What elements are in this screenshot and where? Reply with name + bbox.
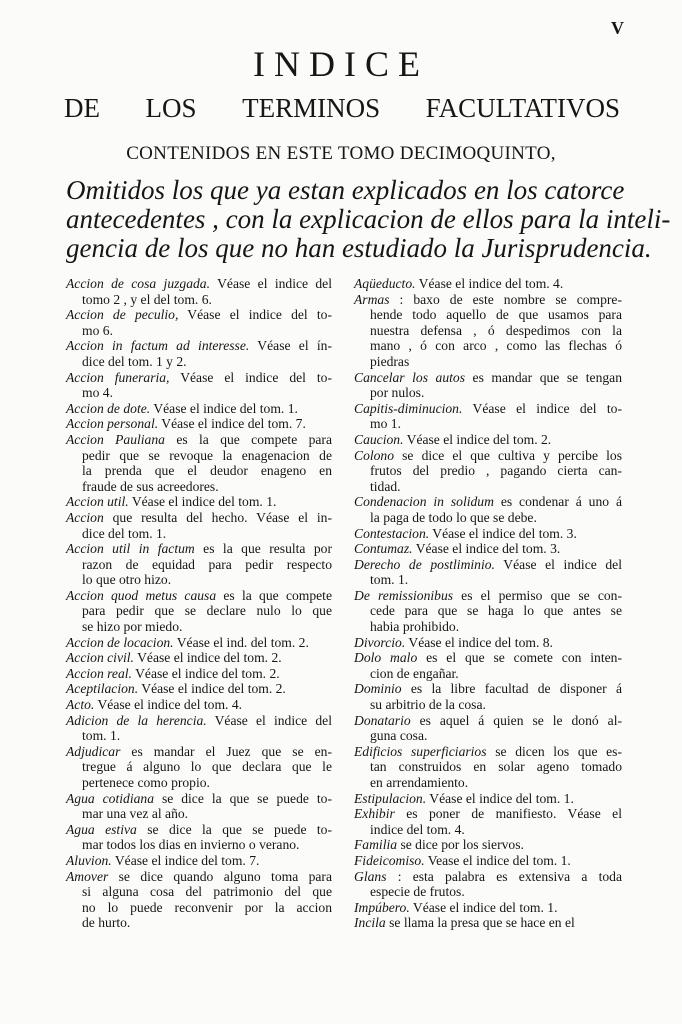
index-entry-line bbox=[354, 494, 622, 510]
index-term: Armas bbox=[354, 291, 390, 307]
index-entry bbox=[66, 338, 332, 369]
index-definition: Véase el ín- bbox=[249, 338, 332, 354]
index-definition: pertenece como propio. bbox=[82, 775, 210, 790]
index-entry-line bbox=[66, 713, 332, 729]
index-definition: es la que compete bbox=[216, 587, 332, 603]
index-entry-line bbox=[354, 401, 622, 417]
index-entry-line bbox=[354, 510, 622, 526]
index-entry bbox=[66, 401, 332, 417]
subtitle-word: LOS bbox=[145, 93, 197, 123]
index-definition: cion de engañar. bbox=[370, 665, 459, 681]
index-entry bbox=[354, 401, 622, 432]
index-entry-line bbox=[66, 822, 332, 838]
index-entry bbox=[354, 915, 622, 931]
index-term: Incila bbox=[354, 915, 386, 931]
index-entry bbox=[66, 697, 332, 713]
index-entry bbox=[354, 588, 622, 635]
index-term: Cancelar los autos bbox=[354, 369, 465, 385]
index-entry bbox=[354, 853, 622, 869]
index-entry-line bbox=[66, 494, 332, 510]
index-entry-line bbox=[354, 837, 622, 853]
index-entry-line bbox=[66, 853, 332, 869]
index-entry bbox=[354, 557, 622, 588]
index-entry-line bbox=[66, 759, 332, 775]
index-term: Aluvion. bbox=[66, 852, 112, 868]
index-entry-line bbox=[66, 681, 332, 697]
index-definition: que resulta del hecho. Véase el in- bbox=[103, 509, 332, 525]
index-definition: Véase el indice del tom. 1. bbox=[150, 400, 298, 416]
index-term: Accion real. bbox=[66, 665, 132, 681]
index-definition: habia prohibido. bbox=[370, 619, 460, 635]
index-term: Accion de locacion. bbox=[66, 634, 174, 650]
index-entry bbox=[66, 588, 332, 635]
index-entry bbox=[354, 448, 622, 495]
index-definition: es el permiso que se con- bbox=[453, 587, 622, 603]
index-entry bbox=[66, 307, 332, 338]
index-definition: para pedir que se declare nulo lo que bbox=[82, 603, 332, 619]
index-entry-line bbox=[66, 791, 332, 807]
page-folio: V bbox=[611, 18, 624, 38]
index-entry-line bbox=[66, 401, 332, 417]
index-term: Dolo malo bbox=[354, 650, 418, 666]
index-term: Accion util. bbox=[66, 494, 129, 510]
index-definition: lo que otro hizo. bbox=[82, 572, 172, 588]
index-definition: guna cosa. bbox=[370, 728, 428, 744]
index-definition: la paga de todo lo que se debe. bbox=[370, 509, 537, 525]
subtitle-word: DE bbox=[64, 93, 100, 123]
index-definition: tregue á alguno lo que declara que le bbox=[82, 759, 332, 775]
index-term: Aqüeducto. bbox=[354, 276, 416, 291]
index-definition: se dice quando alguno toma para bbox=[108, 868, 332, 884]
index-entry-line bbox=[354, 666, 622, 682]
index-entry bbox=[66, 432, 332, 494]
index-entry-line bbox=[66, 338, 332, 354]
index-entry bbox=[354, 541, 622, 557]
index-entry-line bbox=[66, 603, 332, 619]
index-entry-line bbox=[66, 479, 332, 495]
index-term: Accion bbox=[66, 509, 104, 525]
index-definition: pedir que se revoque la enagenacion de bbox=[82, 447, 332, 463]
index-term: Exhibir bbox=[354, 806, 395, 822]
index-term: Accion de cosa juzgada. bbox=[66, 276, 210, 291]
index-entry-line bbox=[354, 869, 622, 885]
index-definition: Véase el indice del tom. 3. bbox=[429, 525, 577, 541]
index-definition: su arbitrio de la cosa. bbox=[370, 697, 486, 713]
page-subtitle bbox=[64, 93, 620, 124]
index-entry-line bbox=[66, 915, 332, 931]
index-definition: no lo puede reconvenir por la accion bbox=[82, 899, 332, 915]
index-entry bbox=[66, 744, 332, 791]
index-definition: Véase el indice del tom. 2. bbox=[133, 650, 282, 666]
index-definition: Vease el indice del tom. 1. bbox=[424, 852, 571, 868]
index-definition: es poner de manifiesto. Véase el bbox=[394, 806, 622, 822]
index-entry bbox=[354, 744, 622, 791]
index-entry-line bbox=[354, 915, 622, 931]
index-entry-line bbox=[66, 635, 332, 651]
index-definition: mano , ó con arco , como las flechas ó bbox=[370, 338, 622, 354]
index-definition: Véase el indice del tom. 8. bbox=[405, 634, 553, 650]
index-entry bbox=[354, 791, 622, 807]
index-definition: mar todos los dias en invierno o verano. bbox=[82, 837, 300, 853]
index-term: Acto. bbox=[66, 697, 95, 713]
index-entry-line bbox=[354, 884, 622, 900]
index-entry-line bbox=[354, 713, 622, 729]
index-definition: : baxo de este nombre se compre- bbox=[389, 291, 622, 307]
index-definition: piedras bbox=[370, 353, 410, 369]
index-definition: tom. 1. bbox=[370, 572, 409, 588]
index-definition: Véase el indice del tom. 2. bbox=[131, 665, 280, 681]
index-term: Accion in factum ad interesse. bbox=[66, 338, 250, 354]
index-entry bbox=[354, 713, 622, 744]
index-term: Dominio bbox=[354, 681, 402, 697]
index-entry-line bbox=[354, 448, 622, 464]
index-definition: nuestra defensa , ó despedimos con la bbox=[370, 322, 622, 338]
index-term: Accion Pauliana bbox=[66, 431, 165, 447]
index-entry-line bbox=[66, 650, 332, 666]
index-entry-line bbox=[354, 541, 622, 557]
index-entry bbox=[66, 791, 332, 822]
index-entry-line bbox=[66, 869, 332, 885]
index-term: Accion personal. bbox=[66, 416, 159, 432]
index-term: Accion de dote. bbox=[66, 400, 151, 416]
intro-line: gencia de los que no han estudiado la Jurisprudencia. bbox=[66, 233, 652, 263]
index-definition: : esta palabra es extensiva a toda bbox=[386, 868, 622, 884]
index-entry-line bbox=[66, 370, 332, 386]
index-definition: Véase el ind. del tom. 2. bbox=[173, 634, 309, 650]
index-term: Caucion. bbox=[354, 431, 404, 447]
index-term: Accion civil. bbox=[66, 650, 134, 666]
page-subtitle-secondary: CONTENIDOS EN ESTE TOMO DECIMOQUINTO, bbox=[126, 143, 556, 164]
index-definition: fraude de sus acreedores. bbox=[82, 478, 219, 494]
index-entry-line bbox=[66, 619, 332, 635]
index-term: Impúbero. bbox=[354, 899, 410, 915]
index-column-left bbox=[66, 276, 332, 931]
index-entry-line bbox=[354, 822, 622, 838]
index-entry bbox=[354, 276, 622, 292]
index-entry bbox=[66, 666, 332, 682]
index-entry-line bbox=[354, 385, 622, 401]
index-definition: hende todo aquello de que usamos para bbox=[370, 307, 622, 323]
index-definition: Véase el indice del to- bbox=[169, 369, 332, 385]
index-term: Accion de peculio, bbox=[66, 307, 179, 323]
index-entry-line bbox=[354, 588, 622, 604]
index-term: Divorcio. bbox=[354, 634, 406, 650]
index-entry-line bbox=[354, 697, 622, 713]
index-term: Donatario bbox=[354, 712, 411, 728]
index-entry-line bbox=[354, 276, 622, 292]
index-definition: la prenda que el deudor enageno en bbox=[82, 463, 332, 479]
index-definition: especie de frutos. bbox=[370, 884, 465, 900]
index-definition: dice del tom. 1. bbox=[82, 525, 167, 541]
index-definition: razon de equidad para pedir respecto bbox=[82, 556, 332, 572]
index-entry-line bbox=[66, 463, 332, 479]
index-entry-line bbox=[66, 432, 332, 448]
index-term: Contumaz. bbox=[354, 541, 413, 557]
intro-paragraph bbox=[66, 175, 671, 263]
index-definition: es aquel á quien se le donó al- bbox=[410, 712, 622, 728]
intro-line: antecedentes , con la explicacion de ellos para la inteli- bbox=[66, 204, 671, 234]
index-definition: Véase el indice del tom. 1. bbox=[409, 899, 558, 915]
index-definition: es la que compete para bbox=[164, 431, 332, 447]
index-entry bbox=[66, 650, 332, 666]
index-entry bbox=[66, 494, 332, 510]
index-entry-line bbox=[354, 526, 622, 542]
index-definition: es mandar el Juez que se en- bbox=[120, 743, 332, 759]
index-entry-line bbox=[354, 370, 622, 386]
index-definition: es la libre facultad de disponer á bbox=[401, 681, 622, 697]
index-term: Familia bbox=[354, 837, 398, 853]
index-term: Accion funeraria, bbox=[66, 369, 170, 385]
index-definition: tom. 1. bbox=[82, 728, 121, 744]
index-entry bbox=[66, 635, 332, 651]
index-term: Fideicomiso. bbox=[354, 852, 425, 868]
index-entry-line bbox=[354, 307, 622, 323]
index-entry-line bbox=[354, 853, 622, 869]
index-definition: Véase el indice del to- bbox=[178, 307, 332, 323]
index-entry bbox=[354, 494, 622, 525]
index-term: Agua cotidiana bbox=[66, 790, 154, 806]
index-entry-line bbox=[354, 603, 622, 619]
index-term: Accion quod metus causa bbox=[66, 587, 217, 603]
index-definition: frutos del predio , pagando cierta can- bbox=[370, 463, 622, 479]
index-definition: tan construidos en solar ageno tomado bbox=[370, 759, 622, 775]
index-entry bbox=[66, 276, 332, 307]
index-term: Agua estiva bbox=[66, 821, 137, 837]
index-definition: es la que resulta por bbox=[194, 541, 332, 557]
index-definition: mar una vez al año. bbox=[82, 806, 189, 822]
intro-line: Omitidos los que ya estan explicados en los catorce bbox=[66, 175, 625, 205]
index-term: Colono bbox=[354, 447, 395, 463]
index-entry bbox=[354, 869, 622, 900]
index-definition: Véase el indice del tom. 4. bbox=[415, 276, 564, 291]
index-entry-line bbox=[66, 806, 332, 822]
index-term: Adicion de la herencia. bbox=[66, 712, 207, 728]
index-definition: Véase el indice del bbox=[494, 556, 622, 572]
index-entry-line bbox=[66, 666, 332, 682]
index-entry-line bbox=[354, 354, 622, 370]
index-entry-line bbox=[66, 837, 332, 853]
index-definition: Véase el indice del tom. 7. bbox=[111, 852, 260, 868]
index-entry bbox=[354, 681, 622, 712]
index-definition: mo 6. bbox=[82, 322, 113, 338]
index-entry bbox=[354, 370, 622, 401]
index-entry bbox=[354, 837, 622, 853]
index-entry bbox=[354, 526, 622, 542]
index-entry bbox=[66, 541, 332, 588]
index-entry-line bbox=[66, 307, 332, 323]
index-definition: Véase el indice del bbox=[206, 712, 332, 728]
index-column-right bbox=[354, 276, 622, 931]
index-definition: es condenar á uno á bbox=[493, 494, 622, 510]
index-definition: se hizo por miedo. bbox=[82, 619, 183, 635]
index-entry-line bbox=[66, 385, 332, 401]
index-term: Estipulacion. bbox=[354, 790, 427, 806]
index-definition: mo 4. bbox=[82, 385, 113, 401]
index-entry-line bbox=[354, 432, 622, 448]
index-term: Condenacion in solidum bbox=[354, 494, 494, 510]
index-definition: se dice el que cultiva y percibe los bbox=[394, 447, 622, 463]
index-entry-line bbox=[354, 744, 622, 760]
index-entry-line bbox=[66, 510, 332, 526]
index-entry-line bbox=[66, 416, 332, 432]
index-entry-line bbox=[66, 775, 332, 791]
index-definition: mo 1. bbox=[370, 416, 401, 432]
index-definition: indice del tom. 4. bbox=[370, 821, 465, 837]
index-term: Adjudicar bbox=[66, 743, 121, 759]
index-entry-line bbox=[354, 635, 622, 651]
index-definition: Véase el indice del to- bbox=[462, 400, 622, 416]
index-entry-line bbox=[66, 744, 332, 760]
index-term: Amover bbox=[66, 868, 109, 884]
index-entry-line bbox=[354, 791, 622, 807]
index-term: Edificios superficiarios bbox=[354, 743, 487, 759]
index-entry-line bbox=[66, 276, 332, 292]
index-entry bbox=[354, 635, 622, 651]
index-entry bbox=[354, 292, 622, 370]
index-definition: es mandar que se tengan bbox=[465, 369, 622, 385]
index-definition: tomo 2 , y el del tom. 6. bbox=[82, 291, 212, 307]
index-term: Glans bbox=[354, 868, 387, 884]
index-definition: Véase el indice del tom. 1. bbox=[128, 494, 277, 510]
index-entry-line bbox=[354, 728, 622, 744]
index-entry-line bbox=[354, 463, 622, 479]
index-entry bbox=[354, 806, 622, 837]
index-entry-line bbox=[354, 338, 622, 354]
index-definition: Véase el indice del tom. 7. bbox=[158, 416, 306, 432]
subtitle-word: TERMINOS bbox=[242, 93, 381, 123]
subtitle-word: FACULTATIVOS bbox=[425, 93, 620, 123]
index-entry-line bbox=[354, 557, 622, 573]
index-definition: Véase el indice del tom. 1. bbox=[426, 790, 574, 806]
index-definition: es el que se comete con inten- bbox=[417, 650, 622, 666]
index-entry-line bbox=[66, 557, 332, 573]
index-entry bbox=[66, 370, 332, 401]
index-definition: se dicen los que es- bbox=[486, 743, 622, 759]
index-term: Accion util in factum bbox=[66, 541, 195, 557]
index-entry-line bbox=[66, 448, 332, 464]
index-entry-line bbox=[66, 697, 332, 713]
index-entry bbox=[66, 853, 332, 869]
index-definition: de hurto. bbox=[82, 915, 131, 931]
page-title: INDICE bbox=[253, 44, 429, 84]
index-entry-line bbox=[354, 479, 622, 495]
index-definition: en arrendamiento. bbox=[370, 775, 469, 790]
index-entry bbox=[66, 510, 332, 541]
index-entry-line bbox=[354, 572, 622, 588]
index-entry-line bbox=[354, 323, 622, 339]
index-definition: se dice la que se puede to- bbox=[154, 790, 332, 806]
index-definition: se dice la que se puede to- bbox=[136, 821, 332, 837]
index-definition: si alguna cosa del patrimonio del que bbox=[82, 884, 332, 900]
index-entry-line bbox=[354, 900, 622, 916]
index-entry bbox=[66, 681, 332, 697]
index-entry-line bbox=[66, 572, 332, 588]
index-entry-line bbox=[354, 292, 622, 308]
index-entry-line bbox=[354, 759, 622, 775]
index-entry-line bbox=[66, 292, 332, 308]
index-entry-line bbox=[354, 416, 622, 432]
index-entry-line bbox=[354, 775, 622, 791]
index-entry bbox=[66, 713, 332, 744]
index-entry-line bbox=[354, 650, 622, 666]
index-entry-line bbox=[66, 323, 332, 339]
index-definition: Véase el indice del tom. 3. bbox=[412, 541, 561, 557]
index-definition: por nulos. bbox=[370, 385, 425, 401]
index-entry-line bbox=[66, 526, 332, 542]
index-entry-line bbox=[66, 541, 332, 557]
index-definition: Véase el indice del tom. 4. bbox=[94, 697, 243, 713]
index-entry-line bbox=[354, 619, 622, 635]
index-definition: Véase el indice del tom. 2. bbox=[138, 681, 286, 697]
index-entry bbox=[66, 822, 332, 853]
index-definition: tidad. bbox=[370, 478, 401, 494]
index-term: Derecho de postliminio. bbox=[354, 556, 495, 572]
index-definition: cede para que se haga lo que antes se bbox=[370, 603, 622, 619]
index-term: De remissionibus bbox=[354, 587, 454, 603]
index-entry bbox=[354, 650, 622, 681]
index-definition: Véase el indice del tom. 2. bbox=[403, 431, 552, 447]
index-entry-line bbox=[66, 884, 332, 900]
index-entry bbox=[66, 416, 332, 432]
index-definition: Véase el indice del bbox=[210, 276, 332, 291]
index-term: Aceptilacion. bbox=[66, 681, 139, 697]
index-definition: se llama la presa que se hace en el bbox=[385, 915, 575, 931]
index-entry-line bbox=[66, 728, 332, 744]
index-entry bbox=[354, 900, 622, 916]
index-definition: se dice por los siervos. bbox=[397, 837, 524, 853]
index-term: Capitis-diminucion. bbox=[354, 400, 463, 416]
index-entry bbox=[354, 432, 622, 448]
index-entry-line bbox=[66, 354, 332, 370]
index-entry bbox=[66, 869, 332, 931]
index-definition: dice del tom. 1 y 2. bbox=[82, 353, 187, 369]
index-entry-line bbox=[66, 588, 332, 604]
index-term: Contestacion. bbox=[354, 525, 430, 541]
index-entry-line bbox=[354, 806, 622, 822]
index-entry-line bbox=[66, 900, 332, 916]
index-entry-line bbox=[354, 681, 622, 697]
